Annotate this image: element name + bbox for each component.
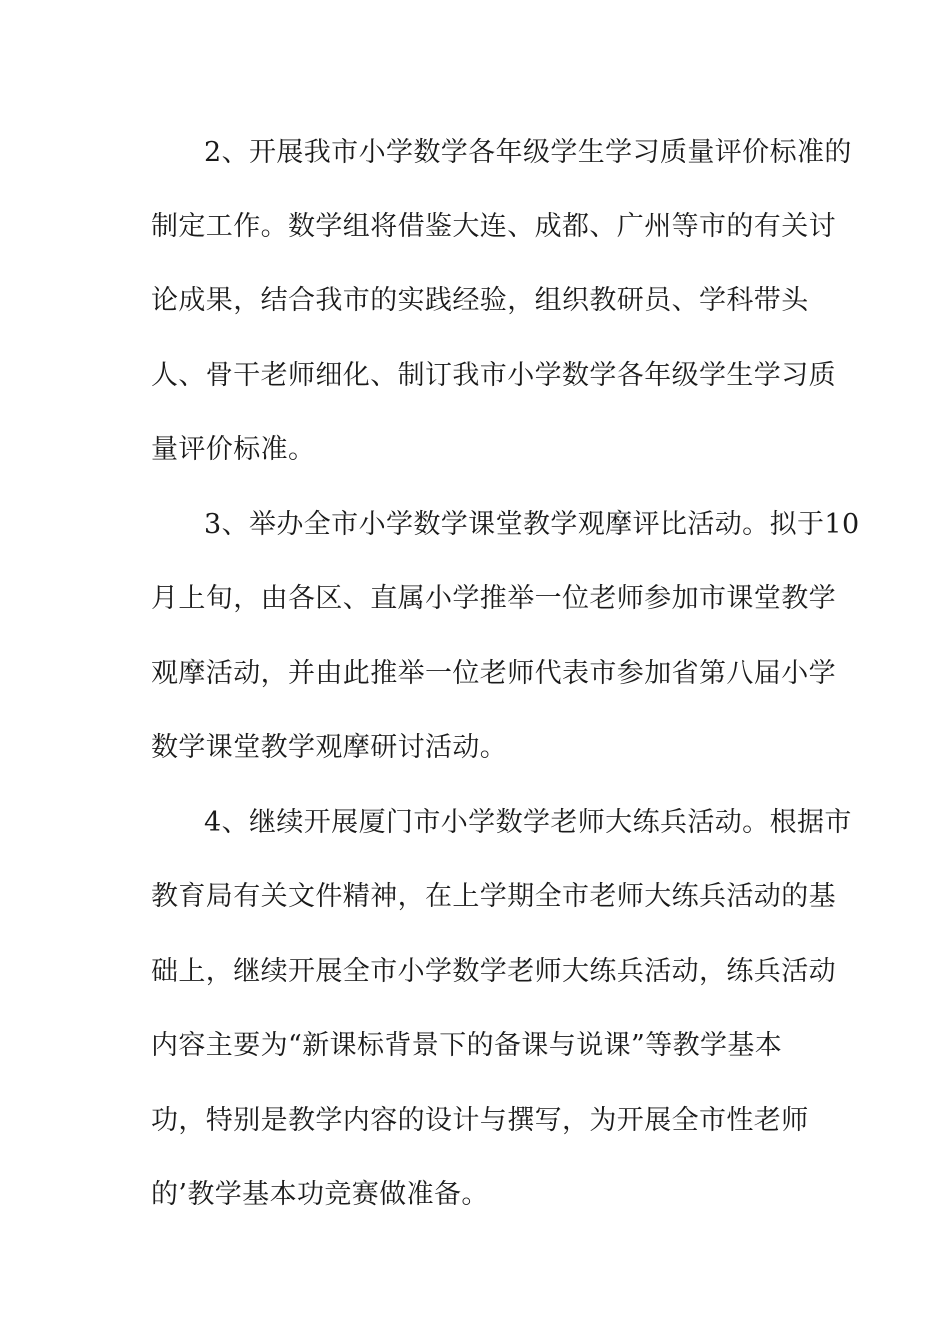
paragraph-2-line-3: 论成果，结合我市的实践经验，组织教研员、学科带头 bbox=[151, 285, 809, 316]
paragraph-4-line-4: 内容主要为“新课标背景下的备课与说课”等教学基本 bbox=[151, 1030, 783, 1061]
paragraph-3-line-4: 数学课堂教学观摩研讨活动。 bbox=[151, 732, 508, 763]
paragraph-3-line-3: 观摩活动，并由此推举一位老师代表市参加省第八届小学 bbox=[151, 658, 836, 689]
paragraph-2-line-5: 量评价标准。 bbox=[151, 434, 316, 465]
paragraph-2-line-1: 2、开展我市小学数学各年级学生学习质量评价标准的 bbox=[204, 137, 852, 168]
paragraph-4-line-2: 教育局有关文件精神，在上学期全市老师大练兵活动的基 bbox=[151, 881, 836, 912]
paragraph-3-line-1: 3、举办全市小学数学课堂教学观摩评比活动。拟于10 bbox=[204, 509, 860, 540]
paragraph-4-line-1: 4、继续开展厦门市小学数学老师大练兵活动。根据市 bbox=[204, 807, 852, 838]
paragraph-3-line-2: 月上旬，由各区、直属小学推举一位老师参加市课堂教学 bbox=[151, 583, 836, 614]
paragraph-2-line-2: 制定工作。数学组将借鉴大连、成都、广州等市的有关讨 bbox=[151, 211, 836, 242]
paragraph-2-line-4: 人、骨干老师细化、制订我市小学数学各年级学生学习质 bbox=[151, 360, 836, 391]
paragraph-4-line-6: 的’教学基本功竞赛做准备。 bbox=[151, 1179, 489, 1210]
paragraph-4-line-3: 础上，继续开展全市小学数学老师大练兵活动，练兵活动 bbox=[151, 956, 836, 987]
paragraph-4-line-5: 功，特别是教学内容的设计与撰写，为开展全市性老师 bbox=[151, 1105, 809, 1136]
